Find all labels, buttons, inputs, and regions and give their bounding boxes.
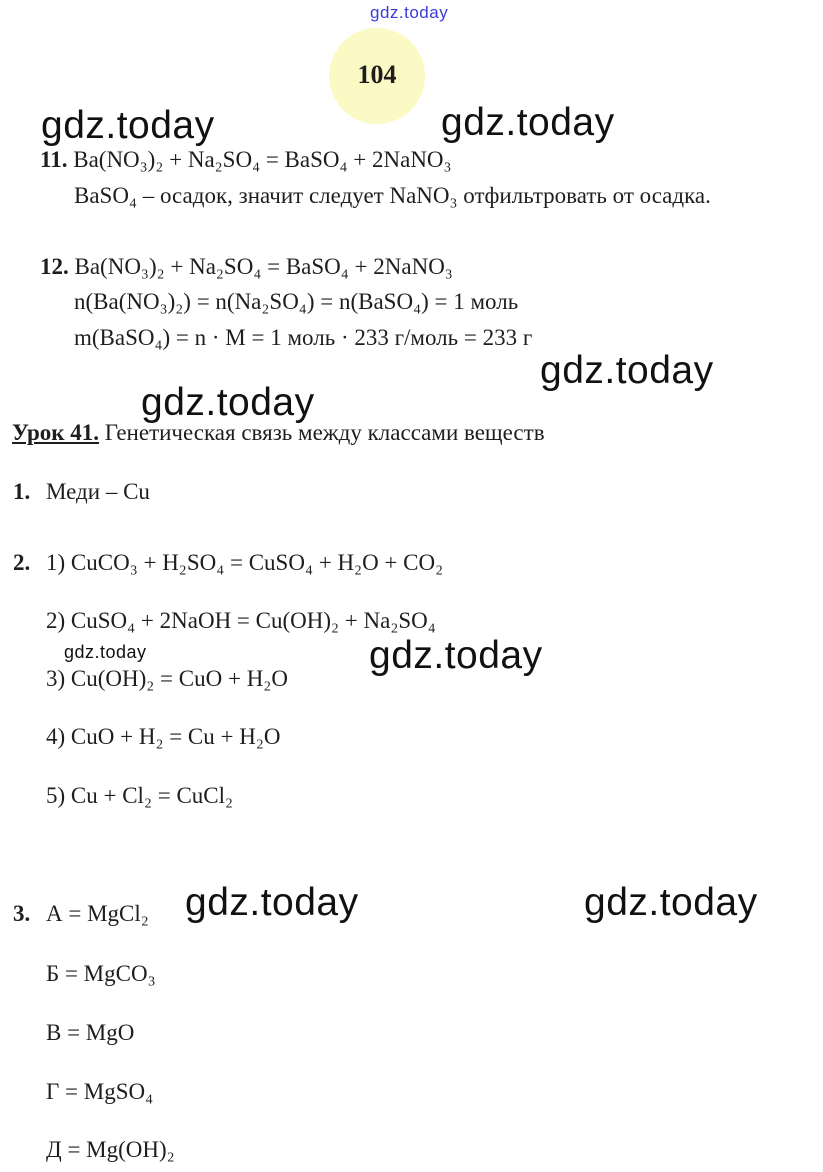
answer: Меди – Cu (46, 479, 150, 504)
watermark: gdz.today (64, 642, 147, 662)
page-number: 104 (357, 60, 397, 89)
question-number: 1. (13, 479, 31, 504)
answer: Г = MgSO₄ (46, 1079, 154, 1104)
watermark: gdz.today (369, 634, 543, 677)
watermark: gdz.today (41, 104, 215, 147)
watermark: gdz.today (185, 881, 359, 924)
task-11-equation-line (40, 147, 452, 173)
watermark: gdz.today (441, 101, 615, 144)
watermark: gdz.today (540, 349, 714, 392)
watermark: gdz.today (141, 381, 315, 424)
equation: Ba(NO₃)₂ + Na₂SO₄ = BaSO₄ + 2NaNO₃ (73, 147, 452, 172)
reaction-step: 1) CuCO₃ + H₂SO₄ = CuSO₄ + H₂O + CO₂ (46, 550, 444, 575)
reaction-step: 5) Cu + Cl₂ = CuCl₂ (46, 783, 234, 808)
reaction-step: 3) Cu(OH)₂ = CuO + H₂O (46, 666, 288, 691)
question-3 (13, 901, 149, 927)
answer: Д = Mg(OH)₂ (46, 1137, 175, 1162)
lesson-title: Генетическая связь между классами веществ (104, 420, 545, 445)
watermark-link[interactable]: gdz.today (370, 3, 449, 22)
question-number: 3. (13, 901, 31, 926)
task-12-moles: n(Ba(NO₃)₂) = n(Na₂SO₄) = n(BaSO₄) = 1 моль (74, 289, 519, 314)
task-11-note: BaSO₄ – осадок, значит следует NaNO₃ отфильтровать от осадка. (74, 183, 711, 208)
task-number: 12. (40, 254, 69, 279)
watermark: gdz.today (584, 881, 758, 924)
equation: Ba(NO₃)₂ + Na₂SO₄ = BaSO₄ + 2NaNO₃ (74, 254, 453, 279)
lesson-label: Урок 41. (12, 420, 100, 445)
reaction-step: 2) CuSO₄ + 2NaOH = Cu(OH)₂ + Na₂SO₄ (46, 608, 436, 633)
lesson-heading (12, 420, 545, 446)
task-number: 11. (40, 147, 68, 172)
answer: Б = MgCO₃ (46, 961, 156, 986)
answer: В = MgO (46, 1020, 135, 1045)
reaction-step: 4) CuO + H₂ = Cu + H₂O (46, 724, 281, 749)
question-1 (13, 479, 150, 505)
question-2 (13, 550, 443, 576)
task-12-mass: m(BaSO₄) = n · M = 1 моль · 233 г/моль = 233 г (74, 325, 533, 350)
task-12-equation-line (40, 254, 453, 280)
answer: А = MgCl₂ (46, 901, 149, 926)
question-number: 2. (13, 550, 31, 575)
